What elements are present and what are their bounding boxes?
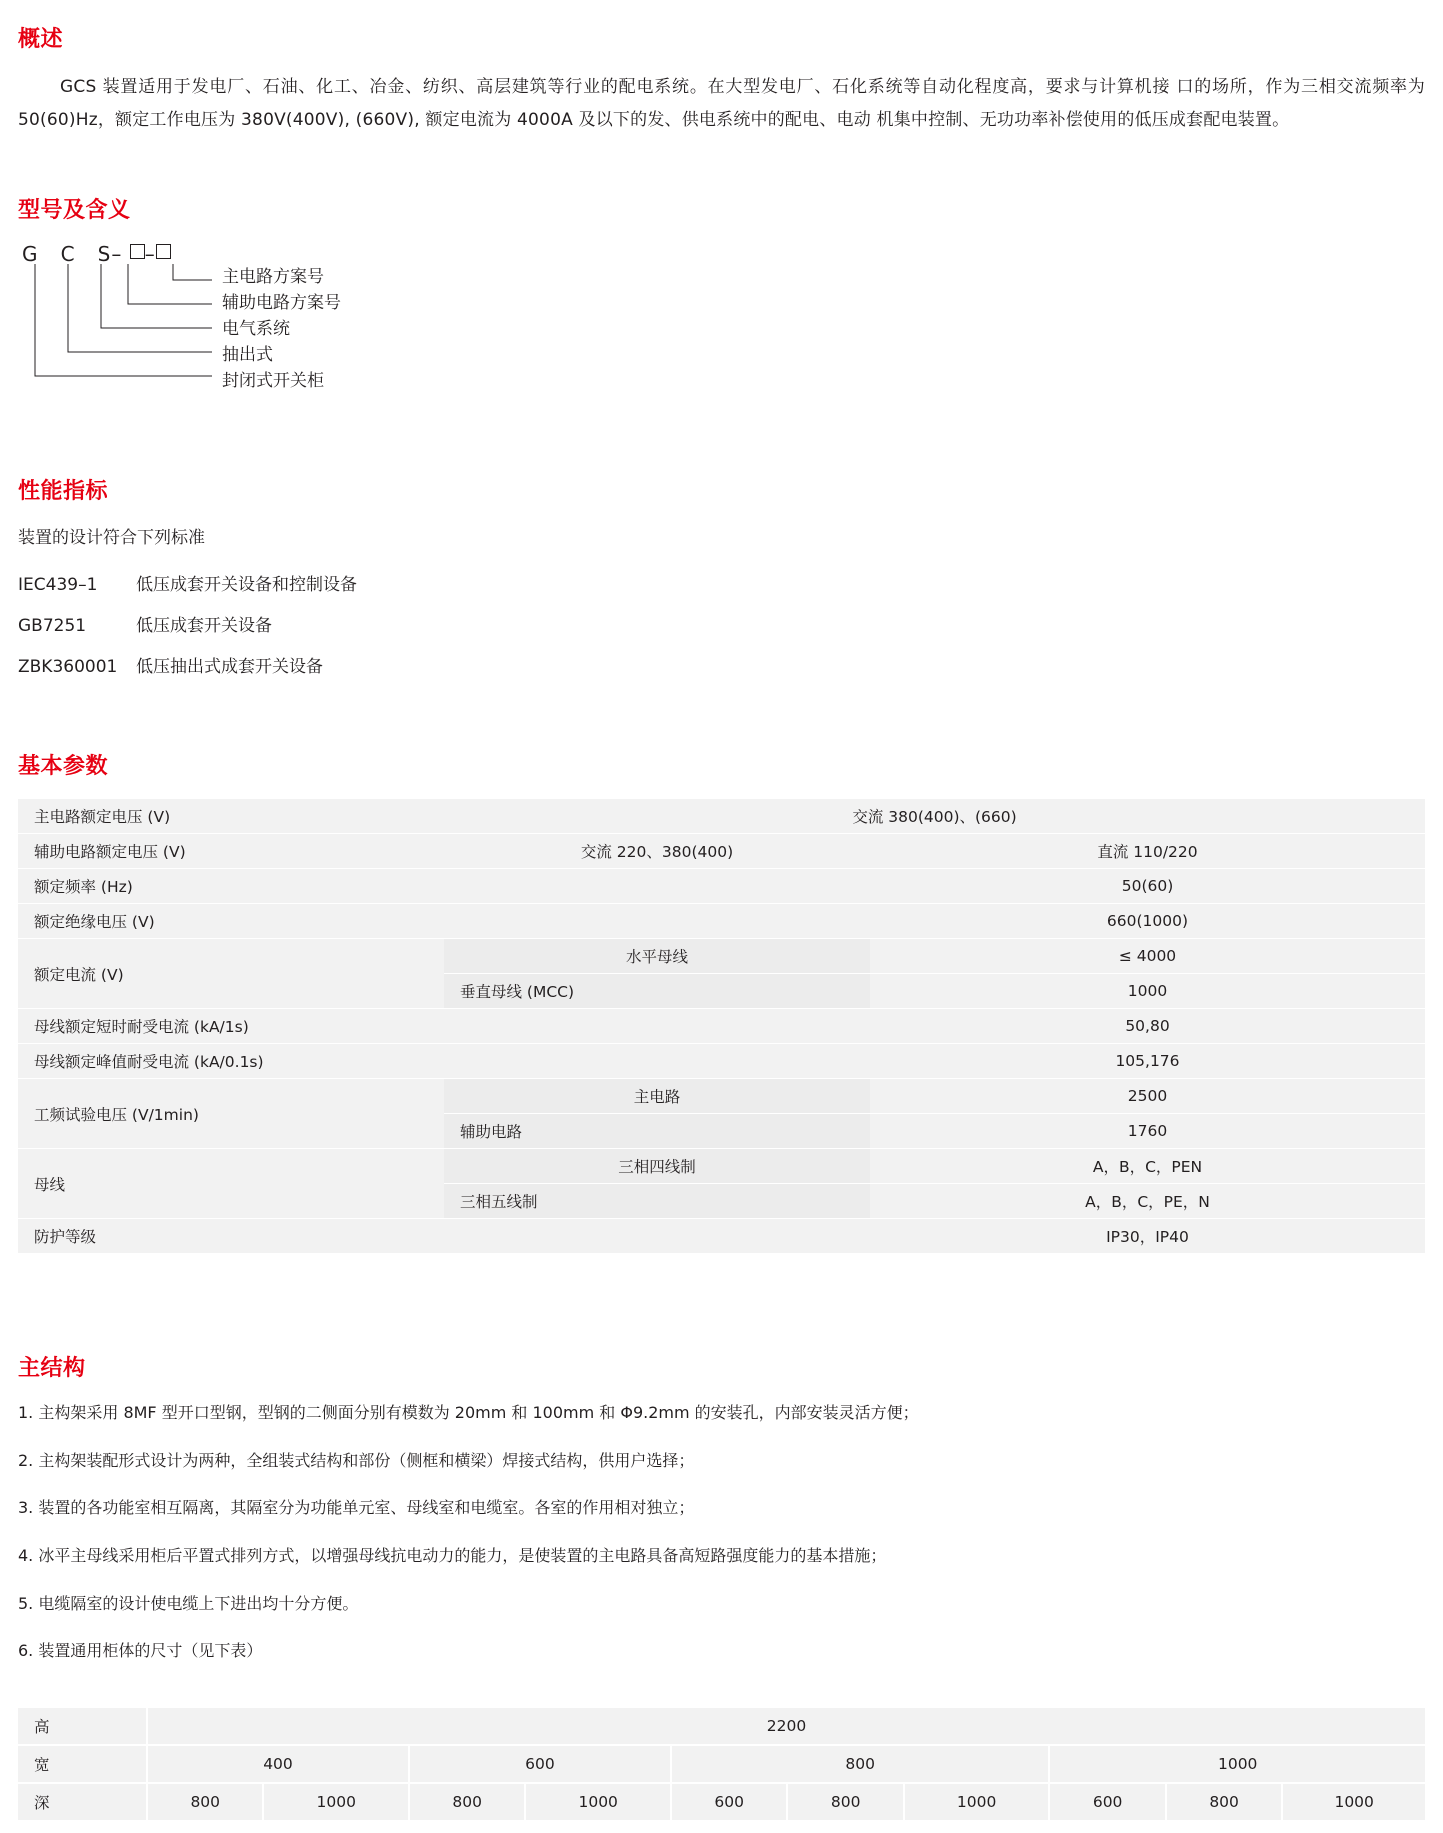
- standard-code: IEC439–1: [18, 575, 98, 596]
- size-value-depth: 800: [409, 1783, 525, 1820]
- param-name: 额定绝缘电压 (V): [18, 904, 444, 939]
- param-sub-label: 主电路: [444, 1079, 870, 1114]
- param-value: ≤ 4000: [870, 939, 1425, 974]
- size-value-width: 1000: [1049, 1745, 1425, 1783]
- param-name: 额定电流 (V): [18, 939, 444, 1009]
- size-label-height: 高: [18, 1707, 147, 1745]
- size-value-depth: 1000: [263, 1783, 408, 1820]
- structure-item: 3. 装置的各功能室相互隔离，其隔室分为功能单元室、母线室和电缆室。各室的作用相对独立；: [18, 1498, 695, 1518]
- param-name: 额定频率 (Hz): [18, 869, 444, 904]
- cabinet-size-table: [18, 1706, 1425, 1820]
- standard-desc: 低压抽出式成套开关设备: [136, 657, 323, 678]
- param-name: 防护等级: [18, 1219, 444, 1254]
- table-row: [18, 834, 1425, 869]
- structure-item: 1. 主构架采用 8MF 型开口型钢，型钢的二侧面分别有模数为 20mm 和 100mm 和 Φ9.2mm 的安装孔，内部安装灵活方便；: [18, 1403, 919, 1423]
- param-value: 交流 380(400)、(660): [444, 799, 1425, 834]
- standard-row: [18, 611, 1425, 636]
- table-row: [18, 904, 1425, 939]
- param-value: 1760: [870, 1114, 1425, 1149]
- param-mid-blank: [444, 1009, 870, 1044]
- size-label-depth: 深: [18, 1783, 147, 1820]
- structure-item: 2. 主构架装配形式设计为两种，全组装式结构和部份（侧框和横梁）焊接式结构，供用户选择；: [18, 1450, 695, 1470]
- size-value-width: 600: [409, 1745, 671, 1783]
- section-params: [18, 749, 1425, 1253]
- structure-item: 6. 装置通用柜体的尺寸（见下表）: [18, 1641, 263, 1661]
- model-label-aux-circuit: 辅助电路方案号: [222, 293, 341, 314]
- table-row: [18, 799, 1425, 834]
- standard-row: [18, 570, 1425, 595]
- model-label-withdrawable: 抽出式: [222, 345, 273, 366]
- size-value-depth: 1000: [1282, 1783, 1425, 1820]
- size-value-depth: 600: [671, 1783, 787, 1820]
- model-label-main-circuit: 主电路方案号: [222, 267, 324, 288]
- size-value-depth: 600: [1049, 1783, 1165, 1820]
- standard-code: ZBK360001: [18, 657, 118, 678]
- size-value-depth: 800: [147, 1783, 263, 1820]
- param-sub-label: 三相五线制: [444, 1184, 870, 1219]
- section-title-performance: 性能指标: [18, 479, 109, 505]
- parameters-table: [18, 798, 1425, 1253]
- param-value: A，B，C，PEN: [870, 1149, 1425, 1184]
- section-title-model: 型号及含义: [18, 198, 131, 224]
- standard-row: [18, 652, 1425, 677]
- size-value-depth: 800: [1166, 1783, 1282, 1820]
- section-title-overview: 概述: [18, 27, 64, 52]
- section-model: [18, 193, 1425, 402]
- size-value-width: 400: [147, 1745, 409, 1783]
- size-value-depth: 1000: [904, 1783, 1049, 1820]
- section-title-structure: 主结构: [18, 1356, 86, 1382]
- model-diagram: [22, 242, 1425, 402]
- table-row: [18, 869, 1425, 904]
- model-label-electrical-system: 电气系统: [222, 319, 290, 340]
- table-row: [18, 1009, 1425, 1044]
- spacer-1: [18, 444, 1425, 474]
- spacer-3: [18, 1295, 1425, 1351]
- param-value: IP30，IP40: [870, 1219, 1425, 1254]
- model-label-enclosed-cabinet: 封闭式开关柜: [222, 371, 324, 392]
- overview-text: GCS 装置适用于发电厂、石油、化工、冶金、纺织、高层建筑等行业的配电系统。在大型发电厂、石化系统等自动化程度高，要求与计算机接 口的场所，作为三相交流频率为 50(60)Hz，额定工作电压为 380V(400V), (660V), 额定电流为 4000A 及以下的发、供电系统中的配电、电动 机集中控制、无功功率补偿使用的低压成套配电装置。: [18, 77, 1425, 131]
- table-row: [18, 1149, 1425, 1184]
- param-value: 50(60): [870, 869, 1425, 904]
- section-title-params: 基本参数: [18, 754, 109, 780]
- param-name: 辅助电路额定电压 (V): [18, 834, 444, 869]
- section-structure: [18, 1351, 1425, 1664]
- size-value-depth: 800: [787, 1783, 903, 1820]
- param-mid-blank: [444, 1044, 870, 1079]
- param-value: A，B，C，PE，N: [870, 1184, 1425, 1219]
- param-sub-label: 三相四线制: [444, 1149, 870, 1184]
- param-name: 母线额定短时耐受电流 (kA/1s): [18, 1009, 444, 1044]
- overview-paragraph: [18, 71, 1425, 137]
- table-row: [18, 939, 1425, 974]
- param-name: 主电路额定电压 (V): [18, 799, 444, 834]
- param-mid-blank: [444, 904, 870, 939]
- spacer-2: [18, 719, 1425, 749]
- structure-item: 5. 电缆隔室的设计使电缆上下进出均十分方便。: [18, 1593, 359, 1613]
- section-performance: [18, 474, 1425, 677]
- param-name: 母线: [18, 1149, 444, 1219]
- model-dash-1: –: [111, 242, 123, 267]
- model-letter-c: C: [60, 242, 76, 267]
- table-row-height: [18, 1707, 1425, 1745]
- model-leader-lines: [22, 242, 242, 392]
- param-value: 1000: [870, 974, 1425, 1009]
- standard-desc: 低压成套开关设备: [136, 616, 272, 637]
- param-name: 工频试验电压 (V/1min): [18, 1079, 444, 1149]
- param-sub-label: 辅助电路: [444, 1114, 870, 1149]
- section-overview: [18, 22, 1425, 137]
- size-value-height: 2200: [147, 1707, 1425, 1745]
- param-sub-label: 水平母线: [444, 939, 870, 974]
- standards-lead: 装置的设计符合下列标准: [18, 528, 205, 549]
- param-value: 50,80: [870, 1009, 1425, 1044]
- table-row: [18, 1219, 1425, 1254]
- param-value-dc: 直流 110/220: [870, 834, 1425, 869]
- table-row: [18, 1044, 1425, 1079]
- size-value-width: 800: [671, 1745, 1049, 1783]
- model-letter-g: G: [22, 242, 39, 267]
- param-value-ac: 交流 220、380(400): [444, 834, 870, 869]
- table-row-depth: [18, 1783, 1425, 1820]
- param-sub-label: 垂直母线 (MCC): [444, 974, 870, 1009]
- table-row-width: [18, 1745, 1425, 1783]
- size-value-depth: 1000: [525, 1783, 670, 1820]
- table-row: [18, 1079, 1425, 1114]
- param-value: 660(1000): [870, 904, 1425, 939]
- standard-desc: 低压成套开关设备和控制设备: [136, 575, 357, 596]
- model-letter-s: S: [97, 242, 112, 267]
- size-label-width: 宽: [18, 1745, 147, 1783]
- param-mid-blank: [444, 1219, 870, 1254]
- model-dash-2: –: [144, 242, 156, 267]
- param-mid-blank: [444, 869, 870, 904]
- param-value: 105,176: [870, 1044, 1425, 1079]
- param-name: 母线额定峰值耐受电流 (kA/0.1s): [18, 1044, 444, 1079]
- model-labels: [222, 264, 341, 394]
- param-value: 2500: [870, 1079, 1425, 1114]
- structure-item: 4. 冰平主母线采用柜后平置式排列方式，以增强母线抗电动力的能力，是使装置的主电路具备高短路强度能力的基本措施；: [18, 1546, 887, 1566]
- standard-code: GB7251: [18, 616, 87, 637]
